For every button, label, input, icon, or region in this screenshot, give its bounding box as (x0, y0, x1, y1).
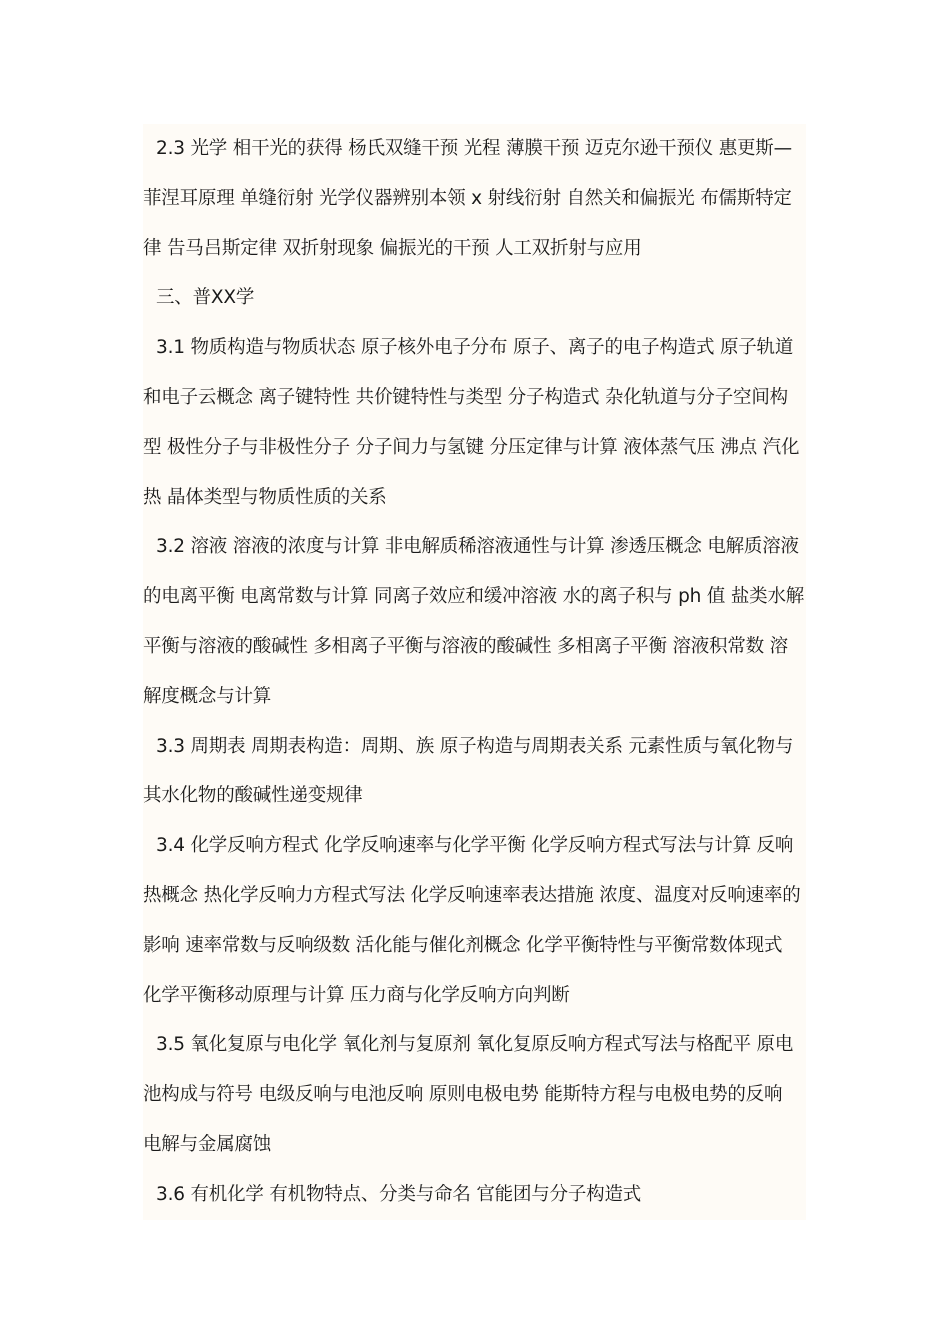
paragraph-chemical-reaction: 3.4 化学反响方程式 化学反响速率与化学平衡 化学反响方程式写法与计算 反响热概念 热化学反响力方程式写法 化学反响速率表达措施 浓度、温度对反响速率的影响 速率常数与反响级数 活化能与催化剂概念 化学平衡特性与平衡常数体现式 化学平衡移动原理与计算 压力商与化学反响方向判断 (143, 835, 801, 1006)
paragraph-solution: 3.2 溶液 溶液的浓度与计算 非电解质稀溶液通性与计算 渗透压概念 电解质溶液的电离平衡 电离常数与计算 同离子效应和缓冲溶液 水的离子积与 ph 值 盐类水解平衡与溶液的酸碱性 多相离子平衡与溶液的酸碱性 多相离子平衡 溶液积常数 溶解度概念与计算 (143, 536, 805, 707)
paragraph-periodic-table: 3.3 周期表 周期表构造：周期、族 原子构造与周期表关系 元素性质与氧化物与其水化物的酸碱性递变规律 (143, 735, 794, 807)
paragraph-matter-structure: 3.1 物质构造与物质状态 原子核外电子分布 原子、离子的电子构造式 原子轨道和电子云概念 离子键特性 共价键特性与类型 分子构造式 杂化轨道与分子空间构型 极性分子与非极性分子 分子间力与氢键 分压定律与计算 液体蒸气压 沸点 汽化热 晶体类型与物质性质的关系 (143, 337, 800, 508)
paragraph-redox: 3.5 氧化复原与电化学 氧化剂与复原剂 氧化复原反响方程式写法与格配平 原电池构成与符号 电级反响与电池反响 原则电极电势 能斯特方程与电极电势的反响 电解与金属腐蚀 (143, 1034, 794, 1155)
paragraph-organic: 3.6 有机化学 有机物特点、分类与命名 官能团与分子构造式 (156, 1183, 642, 1205)
section-heading-chemistry: 三、普XX学 (156, 287, 255, 309)
paragraph-optics: 2.3 光学 相干光的获得 杨氏双缝干预 光程 薄膜干预 迈克尔逊干预仪 惠更斯—菲涅耳原理 单缝衍射 光学仪器辨别本领 x 射线衍射 自然关和偏振光 布儒斯特定律 告马吕斯定律 双折射现象 偏振光的干预 人工双折射与应用 (143, 138, 792, 259)
text-block (143, 124, 806, 1220)
